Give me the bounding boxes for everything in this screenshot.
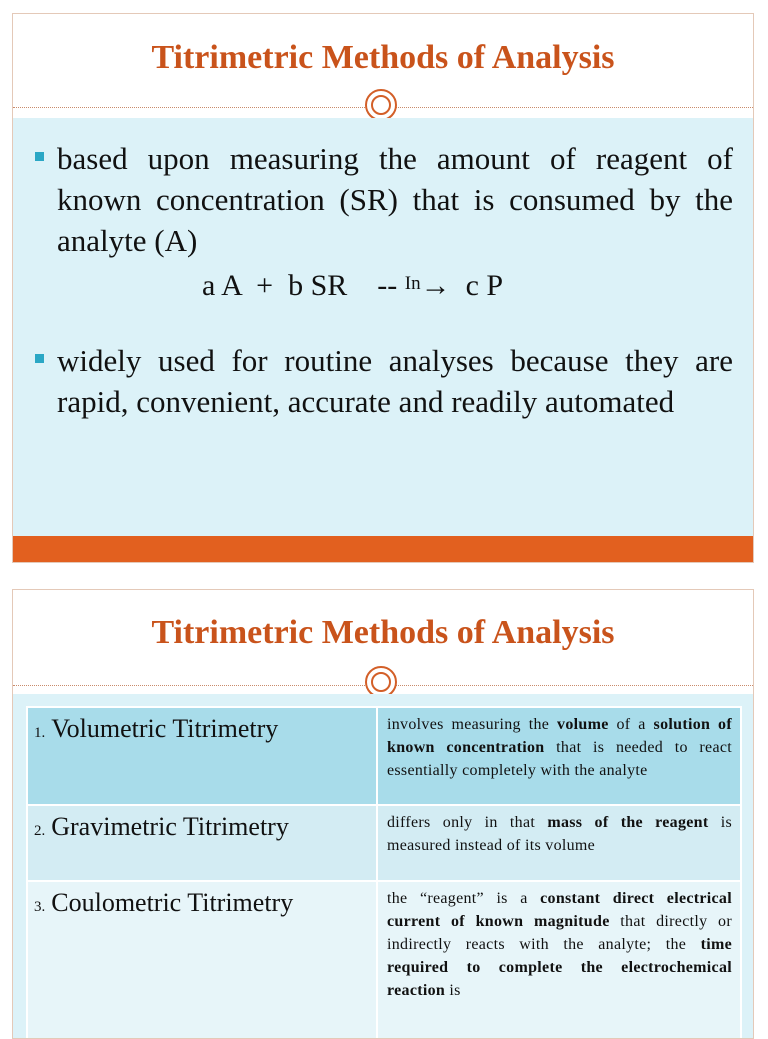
bullet-text: based upon measuring the amount of reagent of known concentration (SR) that is consumed by the analyte (A) — [57, 141, 733, 258]
bullet-item — [35, 340, 733, 422]
description-text: is — [445, 982, 461, 999]
equation-left: a A + b SR -- — [202, 269, 405, 302]
slide-2 — [12, 589, 754, 1039]
bullet-item — [35, 138, 733, 261]
description-text: involves measuring the — [387, 716, 558, 733]
slide-2-title: Titrimetric Methods of Analysis — [151, 614, 615, 651]
description-text: of a — [608, 716, 654, 733]
bold-term: mass of the reagent — [547, 814, 709, 831]
slide-2-content — [13, 694, 753, 1038]
equation-indicator: In — [404, 273, 421, 294]
reaction-equation — [202, 269, 503, 303]
square-bullet-icon — [35, 354, 44, 363]
method-name: 3. Coulometric Titrimetry — [34, 888, 294, 917]
square-bullet-icon — [35, 152, 44, 161]
slide-1-title: Titrimetric Methods of Analysis — [151, 39, 615, 76]
equation-right: → c P — [420, 269, 504, 302]
bold-term: solution of known concentration — [387, 716, 732, 756]
table-row — [27, 881, 741, 1039]
methods-table — [26, 706, 742, 1039]
table-row — [27, 805, 741, 881]
method-description — [378, 708, 740, 782]
description-text: differs only in that — [387, 814, 548, 831]
description-text: that directly or indirectly reacts with the analyte; the — [387, 913, 732, 953]
method-name: 1. Volumetric Titrimetry — [34, 714, 279, 743]
bullet-text: widely used for routine analyses because they are rapid, convenient, accurate and readily automated — [57, 343, 733, 419]
accent-bar — [13, 536, 753, 563]
bold-term: time required to complete the electrochemical reaction — [387, 936, 732, 999]
slide-1 — [12, 13, 754, 563]
method-description — [378, 882, 740, 1002]
bold-term: volume — [557, 716, 609, 733]
ring-ornament-icon — [365, 89, 397, 121]
slide-1-content — [13, 118, 753, 536]
bold-term: constant direct electrical current of known magnitude — [387, 890, 732, 930]
method-description — [378, 806, 740, 857]
description-text: the “reagent” is a — [387, 890, 541, 907]
description-text: is measured instead of its volume — [387, 814, 732, 854]
method-name: 2. Gravimetric Titrimetry — [34, 812, 289, 841]
table-row — [27, 707, 741, 805]
description-text: that is needed to react essentially completely with the analyte — [387, 739, 732, 779]
